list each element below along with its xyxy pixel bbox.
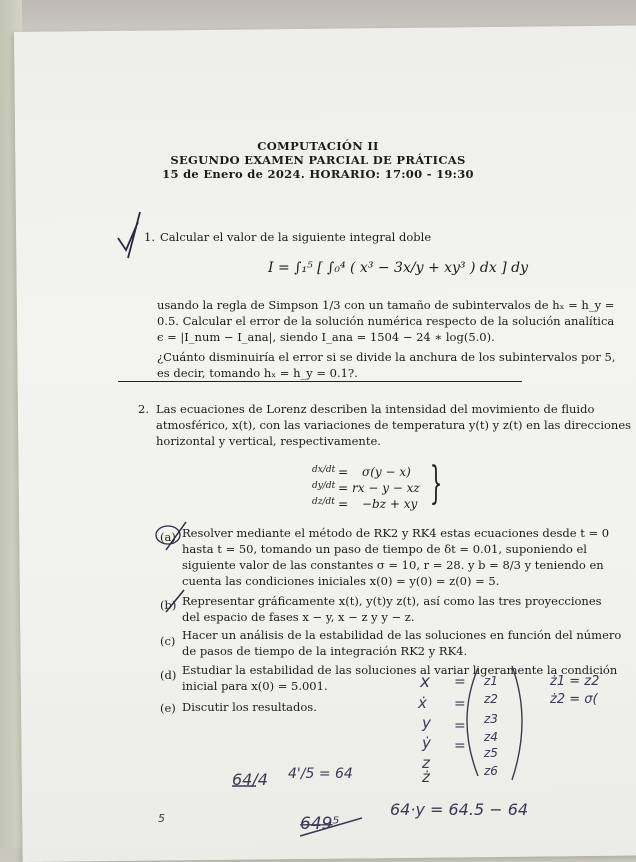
lorenz-eq3-lhs: dz/dt — [312, 497, 335, 507]
item-a-label: (a) — [160, 530, 176, 544]
problem2-number: 2. — [138, 402, 149, 416]
lorenz-eq1-sign: = — [338, 465, 349, 479]
problem1-text-line2: 0.5. Calcular el error de la solución numérica respecto de la solución analítica — [157, 314, 615, 328]
item-a-line2: hasta t = 50, tomando un paso de tiempo de δt = 0.01, suponiendo el — [182, 542, 587, 556]
item-b-label: (b) — [160, 598, 177, 612]
hand-scribble: 6̶4̶9̶⁵ — [300, 814, 340, 834]
item-b-slash — [166, 590, 184, 612]
vector-z1: z1 — [484, 674, 498, 688]
hand-bottom-equation: 64·y = 64.5 − 64 — [390, 800, 529, 819]
item-a-line1: Resolver mediante el método de RK2 y RK4 estas ecuaciones desde t = 0 — [182, 526, 610, 540]
problem1-number: 1. — [144, 230, 155, 244]
problem1-question-line2: es decir, tomando hₓ = h_y = 0.1?. — [157, 366, 358, 380]
hand-equals-2: = — [454, 696, 466, 712]
system-brace: } — [429, 458, 443, 509]
hand-z-dot: ż — [422, 768, 430, 786]
exam-date: 15 de Enero de 2024. HORARIO: 17:00 - 19:30 — [162, 167, 474, 181]
problem1-text-line3: ϵ = |I_num − I_ana|, siendo I_ana = 1504 − 24 ∗ log(5.0). — [157, 330, 495, 344]
lorenz-eq1-lhs: dx/dt — [312, 465, 336, 475]
hand-equals-4: = — [454, 738, 466, 754]
problem2-text-line2: atmosférico, x(t), con las variaciones de temperatura y(t) y z(t) en las direcciones — [156, 418, 632, 432]
item-e-label: (e) — [160, 701, 176, 715]
item-c-label: (c) — [160, 634, 176, 648]
vector-paren-right — [512, 666, 522, 780]
item-b-line1: Representar gráficamente x(t), y(t)y z(t), así como las tres proyecciones — [182, 594, 602, 608]
problem2-text-line1: Las ecuaciones de Lorenz describen la intensidad del movimiento de fluido — [156, 402, 595, 416]
problem1-question-line1: ¿Cuánto disminuiría el error si se divide la anchura de los subintervalos por 5, — [157, 350, 616, 364]
lorenz-eq3-sign: = — [338, 497, 349, 511]
vector-z4: z4 — [484, 730, 498, 744]
problem2-text-line3: horizontal y vertical, respectivamente. — [156, 434, 381, 448]
lorenz-eq3-rhs: −bz + xy — [362, 497, 418, 511]
item-a-line4: cuenta las condiciones iniciales x(0) = y(0) = z(0) = 5. — [182, 574, 500, 588]
hand-equals-1: = — [454, 674, 466, 690]
item-d-label: (d) — [160, 668, 177, 682]
hand-x: x — [420, 672, 431, 692]
lorenz-eq2-lhs: dy/dt — [312, 481, 336, 491]
checkmark-stroke — [118, 212, 140, 258]
item-c-line1: Hacer un análisis de la estabilidad de las soluciones en función del número — [182, 628, 622, 642]
relation-z1: ż1 = z2 — [550, 674, 600, 689]
item-b-line2: del espacio de fases x − y, x − z y y − z. — [182, 610, 415, 624]
hand-equals-3: = — [454, 718, 466, 734]
hand-y-dot: ẏ — [422, 734, 431, 752]
exam-title: SEGUNDO EXAMEN PARCIAL DE PRÁTICAS — [170, 153, 466, 167]
relation-z2: ż2 = σ( — [550, 692, 598, 707]
hand-y: y — [422, 714, 431, 732]
item-e-line1: Discutir los resultados. — [182, 700, 317, 714]
item-c-line2: de pasos de tiempo de la integración RK2 y RK4. — [182, 644, 468, 658]
hand-x-dot: ẋ — [418, 694, 427, 712]
vector-paren-left — [467, 668, 478, 776]
problem1-intro: Calcular el valor de la siguiente integral doble — [160, 230, 432, 244]
lorenz-eq2-sign: = — [338, 481, 349, 495]
lorenz-eq1-rhs: σ(y − x) — [362, 465, 411, 479]
item-a-line3: siguiente valor de las constantes σ = 10, r = 28. y b = 8/3 y teniendo en — [182, 558, 604, 572]
hand-fraction-64-4: 64/4 — [232, 770, 268, 789]
hand-five: 5 — [158, 812, 165, 825]
vector-z5: z5 — [484, 746, 498, 760]
problem1-integral: I = ∫₁⁵ [ ∫₀⁴ ( x³ − 3x/y + xy³ ) dx ] dy — [268, 260, 528, 276]
hand-fraction-eq: 4'/5 = 64 — [288, 766, 353, 782]
vector-z2: z2 — [484, 692, 498, 706]
vector-z6: z6 — [484, 764, 498, 778]
item-d-line2: inicial para x(0) = 5.001. — [182, 679, 328, 693]
hand-z: z — [422, 754, 430, 772]
lorenz-eq2-rhs: rx − y − xz — [352, 481, 420, 495]
problem1-text-line1: usando la regla de Simpson 1/3 con un tamaño de subintervalos de hₓ = h_y = — [157, 298, 615, 312]
vector-z3: z3 — [484, 712, 498, 726]
item-d-line1: Estudiar la estabilidad de las soluciones al variar ligeramente la condición — [182, 663, 618, 677]
course-title: COMPUTACIÓN II — [257, 139, 379, 153]
